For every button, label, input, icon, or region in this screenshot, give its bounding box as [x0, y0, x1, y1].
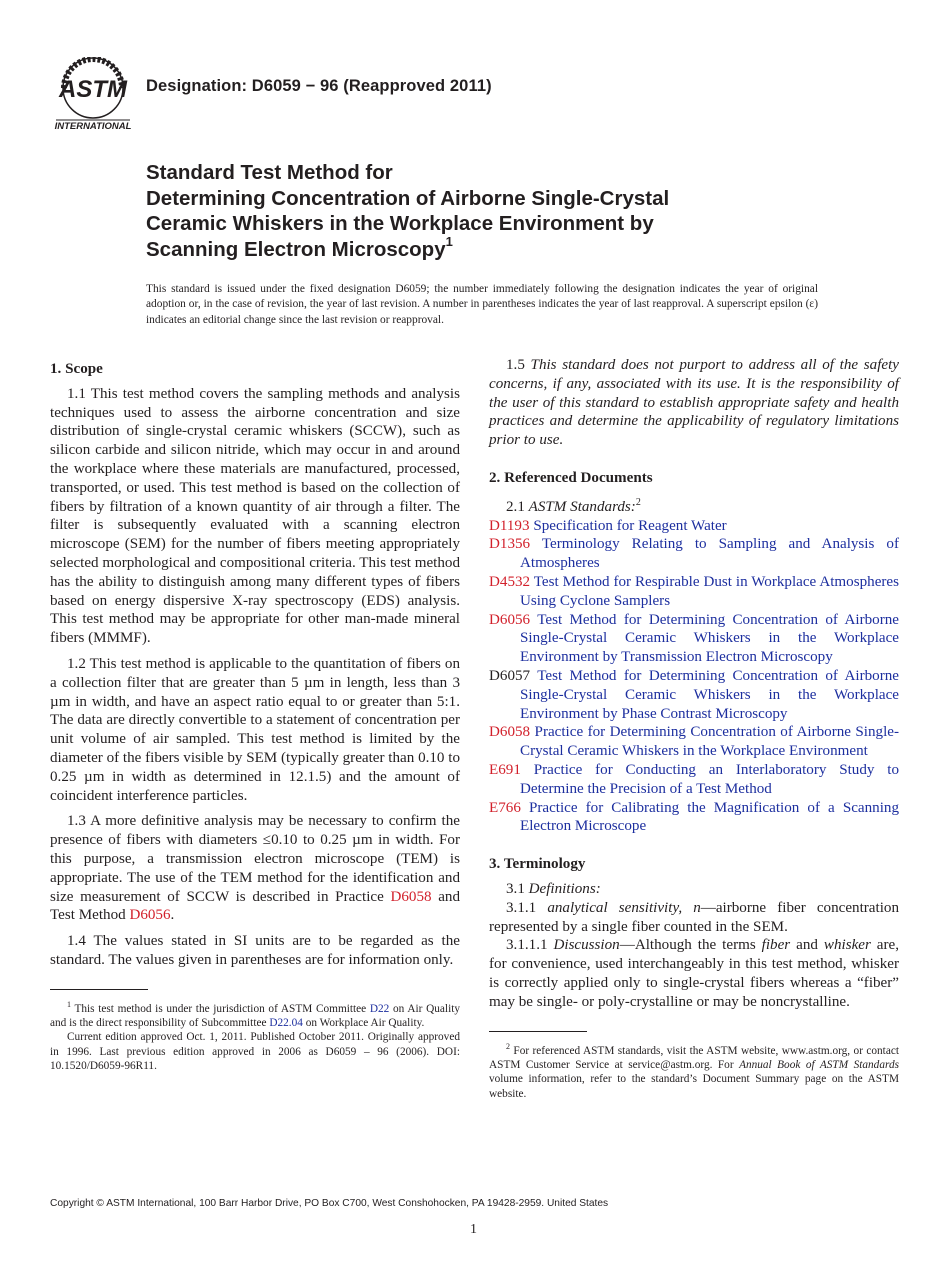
section-heading-referenced-documents: 2. Referenced Documents [489, 469, 653, 486]
copyright-notice: Copyright © ASTM International, 100 Barr Harbor Drive, PO Box C700, West Conshohocken, PA 19428-2959. United States [50, 1198, 609, 1209]
footnote-1-mark: 1 [67, 999, 71, 1009]
paragraph-1-3-text-b: and Test Method [50, 888, 460, 924]
footnote-2-text-a: For referenced ASTM standards, visit the ASTM website, www.astm.org, or contact ASTM Customer Service at service@astm.org. For [489, 1044, 899, 1071]
left-column [50, 356, 460, 1074]
standard-intro: This standard is issued under the fixed designation D6059; the number immediately following the designation indicates the year of original adoption or, in the case of revision, the year of last revision. A number in parentheses indicates the year of last reapproval. A superscript epsilon (ε) indicates an editorial change since the last revision or reapproval. [146, 283, 818, 326]
footnote-1-edition: Current edition approved Oct. 1, 2011. Published October 2011. Originally approved in 1996. Last previous edition approved in 2006 as D6059 – 96 (2006). DOI: 10.1520/D6059-96R11. [50, 1031, 460, 1073]
definitions-label: Definitions: [528, 880, 601, 897]
right-column [489, 356, 899, 1101]
reference-item-e766[interactable] [489, 799, 899, 837]
paragraph-1-3 [50, 812, 460, 925]
footnote-1-text-c: on Workplace Air Quality. [302, 1016, 425, 1029]
footnote-2-text-b: volume information, refer to the standard’s Document Summary page on the ASTM website. [489, 1073, 899, 1100]
paragraph-1-3-text-c: . [170, 907, 175, 924]
discussion-paragraph [489, 936, 899, 1011]
subsection-footnote-mark: 2 [635, 496, 641, 508]
discussion-term-whisker: whisker [823, 937, 871, 954]
definition-number: 3.1.1 [506, 899, 548, 916]
footnote-rule-left [50, 989, 148, 990]
footnote-2-mark: 2 [506, 1041, 510, 1051]
reference-title: Test Method for Respirable Dust in Workplace Atmospheres Using Cyclone Samplers [520, 574, 899, 609]
reference-title: Test Method for Determining Concentration of Airborne Single-Crystal Ceramic Whiskers in the Workplace Environment by Transmission Electron Microscopy [520, 611, 899, 666]
paragraph-1-1: 1.1 This test method covers the sampling methods and analysis techniques used to assess the airborne concentration and size distribution of single-crystal ceramic whiskers (SCCW), such as silicon carbide and silicon nitride, which may occur in and around the workplace where these materials are manufactured, processed, transported, or used. This test method is based on the collection of fibers by filtration of a known quantity of air through a filter. The filter is subsequently evaluated with a scanning electron microscope (SEM) for the number of fibers meeting appropriately selected morphological and compositional criteria. This test method has the ability to distinguish among many different types of fibers based on energy dispersive X-ray spectroscopy (EDS) analysis. This test method may be appropriate for other man-made mineral fibers (MMMF). [50, 385, 460, 647]
subsection-label: ASTM Standards: [528, 498, 636, 515]
page-number: 1 [470, 1222, 477, 1237]
reference-code: D1193 [489, 517, 530, 534]
title-line-1: Standard Test Method for [146, 161, 393, 184]
reference-item-d4532[interactable] [489, 573, 899, 611]
subsection-definitions [489, 880, 899, 899]
title-line-3: Ceramic Whiskers in the Workplace Environment by [146, 212, 654, 235]
paragraph-1-3-text-a: 1.3 A more definitive analysis may be necessary to confirm the presence of fibers with diameters ≤0.10 to 0.25 µm in width. For this purpose, a transmission electron microscope (TEM) is appropriate. The use of the TEM method for the identification and size measurement of SCCW is described in Practice [50, 813, 460, 905]
reference-title: Practice for Calibrating the Magnification of a Scanning Electron Microscope [520, 799, 899, 835]
paragraph-1-5 [489, 356, 899, 450]
reference-code: D6058 [489, 724, 531, 741]
reference-code: D1356 [489, 536, 531, 553]
reference-item-d6058[interactable] [489, 723, 899, 761]
link-d6056[interactable]: D6056 [129, 907, 171, 924]
paragraph-1-4: 1.4 The values stated in SI units are to be regarded as the standard. The values given in parentheses are for information only. [50, 933, 460, 968]
definitions-number: 3.1 [506, 880, 529, 897]
title-line-2: Determining Concentration of Airborne Single-Crystal [146, 186, 670, 210]
title-footnote-mark: 1 [445, 233, 453, 249]
reference-item-d1193[interactable] [489, 517, 899, 536]
reference-title: Specification for Reagent Water [533, 517, 727, 534]
document-title [146, 160, 836, 262]
reference-code: D6057 [489, 667, 531, 684]
logo-subtitle: INTERNATIONAL [54, 121, 132, 132]
reference-item-d6057[interactable] [489, 667, 899, 723]
discussion-text-b: and [790, 937, 824, 954]
reference-code: D6056 [489, 611, 531, 628]
section-heading-terminology: 3. Terminology [489, 856, 586, 873]
title-line-4-text: Scanning Electron Microscopy [146, 237, 446, 261]
subsection-number: 2.1 [506, 498, 529, 515]
reference-item-d6056[interactable] [489, 611, 899, 667]
paragraph-1-5-text: This standard does not purport to address all of the safety concerns, if any, associated with its use. It is the responsibility of the user of this standard to establish appropriate safety and health practices and determine the applicability of regulatory limitations prior to use. [489, 357, 899, 449]
logo-letters: ASTM [59, 76, 127, 103]
reference-title: Practice for Determining Concentration of Airborne Single-Crystal Ceramic Whiskers in the Workplace Environment [520, 724, 900, 760]
footnote-rule-right [489, 1031, 587, 1032]
paragraph-1-5-number: 1.5 [506, 357, 531, 373]
designation: Designation: D6059 − 96 (Reapproved 2011) [146, 77, 492, 95]
footnote-1-text-a: This test method is under the jurisdiction of ASTM Committee [71, 1002, 370, 1015]
reference-code: E691 [489, 761, 521, 778]
title-line-4 [146, 233, 836, 263]
definition-term: analytical sensitivity, n [547, 899, 701, 916]
footnote-2 [489, 1040, 899, 1101]
section-heading-scope: 1. Scope [50, 361, 103, 377]
reference-item-d1356[interactable] [489, 535, 899, 573]
subsection-astm-standards [489, 494, 899, 517]
reference-title: Terminology Relating to Sampling and Analysis of Atmospheres [520, 536, 899, 572]
reference-code: E766 [489, 799, 521, 816]
footnote-2-italic: Annual Book of ASTM Standards [739, 1058, 899, 1071]
discussion-text-a: —Although the terms [619, 937, 762, 954]
reference-title: Test Method for Determining Concentration of Airborne Single-Crystal Ceramic Whiskers in the Workplace Environment by Phase Contrast Microscopy [520, 667, 899, 722]
discussion-label: Discussion [553, 937, 620, 954]
footnote-1-text-b: on Air Quality and is the direct responsibility of Subcommittee [50, 1002, 460, 1029]
footnote-1 [50, 998, 460, 1031]
link-d6058[interactable]: D6058 [390, 888, 432, 905]
discussion-term-fiber: fiber [761, 937, 791, 954]
link-d22[interactable]: D22 [369, 1002, 390, 1015]
reference-item-e691[interactable] [489, 761, 899, 799]
definition-text: —airborne fiber concentration represented by a single fiber counted in the SEM. [489, 899, 899, 935]
reference-code: D4532 [489, 574, 531, 590]
paragraph-1-2: 1.2 This test method is applicable to the quantitation of fibers on a collection filter that are greater than 5 µm in length, less than 3 µm in width, and have an aspect ratio equal to or greater than 5:1. The data are directly convertible to a statement of concentration per unit volume of air sampled. This test method is limited by the diameter of the fibers visible by SEM (typically greater than 0.10 to 0.25 µm in width as determined in 12.1.5) and the amount of coincident interference particles. [50, 655, 460, 804]
reference-title: Practice for Conducting an Interlaboratory Study to Determine the Precision of a Test Method [520, 761, 899, 797]
definition-analytical-sensitivity [489, 899, 899, 937]
discussion-number: 3.1.1.1 [506, 937, 554, 954]
link-d22-04[interactable]: D22.04 [269, 1016, 303, 1029]
discussion-text-c: are, for convenience, used interchangeably in this test method, whisker is correctly applied only to single-crystal fibers whereas a “fiber” may be single- or poly-crystalline or may be noncrystalline. [489, 937, 900, 1010]
astm-logo [50, 57, 136, 133]
